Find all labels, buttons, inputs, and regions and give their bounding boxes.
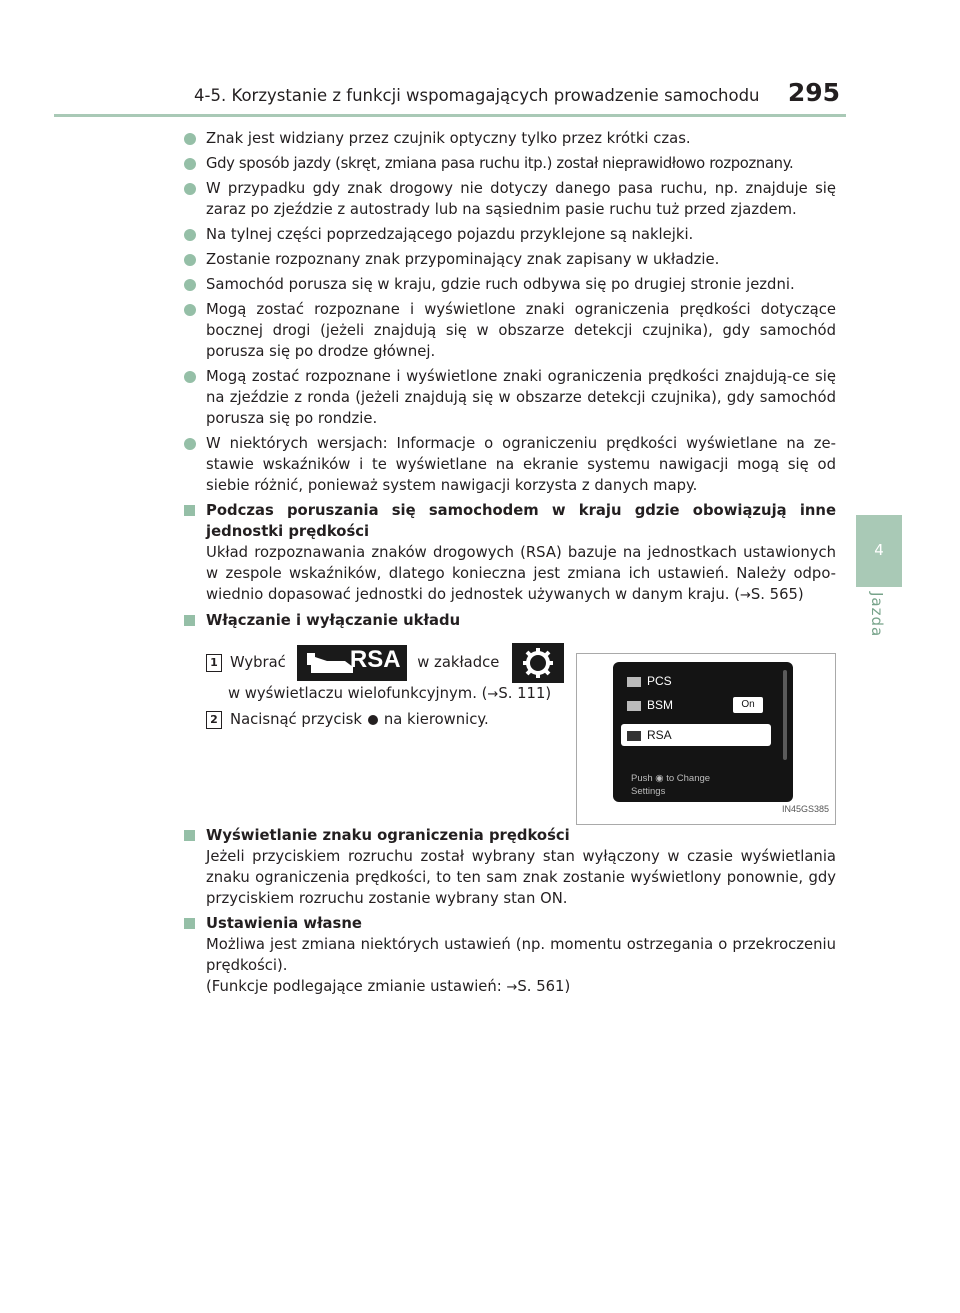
- list-item: Znak jest widziany przez czujnik optyczny tylko przez krótki czas.: [184, 128, 836, 149]
- square-bullet-icon: [184, 830, 195, 841]
- display-illustration: [576, 653, 836, 825]
- step-2: 2 Nacisnąć przycisk na kierownicy.: [206, 709, 489, 730]
- list-item: Zostanie rozpoznany znak przypominający znak zapisany w układzie.: [184, 249, 836, 270]
- bullet-icon: [184, 133, 196, 145]
- list-item: Mogą zostać rozpoznane i wyświetlone znaki ograniczenia prędkości znajdują-ce się na zjeździe z ronda (jeżeli znajdują się w obszarze detekcji czujnika), gdy samochód porusza się po rondzie.: [184, 366, 836, 429]
- bullet-icon: [184, 229, 196, 241]
- gear-icon: [512, 643, 564, 683]
- page-reference[interactable]: S. 111): [498, 685, 552, 702]
- bsm-icon: [627, 701, 641, 711]
- bullet-icon: [184, 183, 196, 195]
- display-hint: Push ◉ to Change Settings: [631, 773, 711, 797]
- section-body: Możliwa jest zmiana niektórych ustawień (np. momentu ostrzegania o przekroczeniu prędkości). (Funkcje podlegające zmianie ustawień: →S. 561): [206, 936, 836, 995]
- page-reference[interactable]: S. 561): [517, 978, 571, 995]
- display-screen: [613, 662, 793, 802]
- section-body: Układ rozpoznawania znaków drogowych (RSA) bazuje na jednostkach ustawionych w zespole wskaźników, dlatego konieczna jest zmiana ich ustawień. Należy odpo-wiednio dopasować jednostki do jednostek używanych w danym kraju. (→S. 565): [206, 544, 836, 603]
- page-number: 295: [787, 78, 840, 107]
- square-bullet-icon: [184, 918, 195, 929]
- square-bullet-icon: [184, 505, 195, 516]
- step-1-cont: w wyświetlaczu wielofunkcyjnym. (→S. 111): [228, 685, 552, 702]
- bullet-icon: [184, 304, 196, 316]
- status-badge: On: [733, 697, 763, 713]
- section-heading: Wyświetlanie znaku ograniczenia prędkości: [184, 825, 836, 846]
- list-item: W przypadku gdy znak drogowy nie dotyczy danego pasa ruchu, np. znajduje się zaraz po zjeździe z autostrady lub na sąsiednim pasie ruchu tuż przed zjazdem.: [184, 178, 836, 220]
- pcs-icon: [627, 677, 641, 687]
- chapter-tab-number: 4: [874, 541, 884, 559]
- step-number: 1: [206, 654, 222, 672]
- list-item: Mogą zostać rozpoznane i wyświetlone znaki ograniczenia prędkości dotyczące bocznej drogi (jeżeli znajdują się w obszarze detekcji czujnika), gdy samochód porusza się po drodze głównej.: [184, 299, 836, 362]
- menu-item-rsa: RSA: [621, 724, 771, 746]
- steering-button-icon: [368, 715, 378, 725]
- section-display: [184, 825, 836, 909]
- page-header: [194, 78, 846, 110]
- bullet-icon: [184, 254, 196, 266]
- list-item: Gdy sposób jazdy (skręt, zmiana pasa ruchu itp.) został nieprawidłowo rozpoznany.: [184, 153, 836, 174]
- square-bullet-icon: [184, 615, 195, 626]
- section-heading: Ustawienia własne: [184, 913, 836, 934]
- chapter-tab: [856, 515, 902, 587]
- chapter-tab-label: Jazda: [868, 592, 886, 638]
- arrow-right-icon: →: [739, 588, 751, 603]
- arrow-right-icon: →: [506, 980, 518, 995]
- bullet-icon: [184, 371, 196, 383]
- list-item: Na tylnej części poprzedzającego pojazdu przyklejone są naklejki.: [184, 224, 836, 245]
- section-body: Jeżeli przyciskiem rozruchu został wybrany stan wyłączony w czasie wyświetlania znaku ograniczenia prędkości, to ten sam znak zostanie wyświetlony ponownie, gdy przyciskiem rozruchu zostanie wybrany stan ON.: [206, 848, 836, 907]
- list-item: Samochód porusza się w kraju, gdzie ruch odbywa się po drugiej stronie jezdni.: [184, 274, 836, 295]
- page-reference[interactable]: S. 565): [750, 586, 804, 603]
- header-rule: [54, 114, 846, 117]
- arrow-right-icon: →: [487, 687, 499, 702]
- scrollbar: [783, 670, 787, 760]
- bullet-icon: [184, 158, 196, 170]
- section-toggle: [184, 610, 836, 821]
- menu-item-bsm: BSM On: [621, 694, 771, 716]
- menu-item-pcs: PCS: [621, 670, 771, 692]
- section-heading: Włączanie i wyłączanie układu: [184, 610, 836, 631]
- step-1: 1 Wybrać RSA w zakładce: [206, 643, 564, 683]
- section-custom: [184, 913, 836, 998]
- image-code: IN45GS385: [781, 804, 829, 814]
- rsa-menu-icon: RSA: [297, 645, 407, 681]
- section-units: [184, 500, 836, 606]
- steps-block: [184, 631, 836, 821]
- chapter-title: 4-5. Korzystanie z funkcji wspomagających prowadzenie samochodu: [194, 86, 760, 105]
- bullet-icon: [184, 279, 196, 291]
- step-number: 2: [206, 711, 222, 729]
- list-item: W niektórych wersjach: Informacje o ograniczeniu prędkości wyświetlane na ze-stawie wskaźników i te wyświetlane na ekranie systemu nawigacji mogą się od siebie różnić, ponieważ system nawigacji korzysta z danych mapy.: [184, 433, 836, 496]
- page-content: [184, 128, 836, 1002]
- section-heading: Podczas poruszania się samochodem w kraju gdzie obowiązują inne jednostki prędkości: [184, 500, 836, 542]
- bullet-icon: [184, 438, 196, 450]
- car-sign-icon: [627, 731, 641, 741]
